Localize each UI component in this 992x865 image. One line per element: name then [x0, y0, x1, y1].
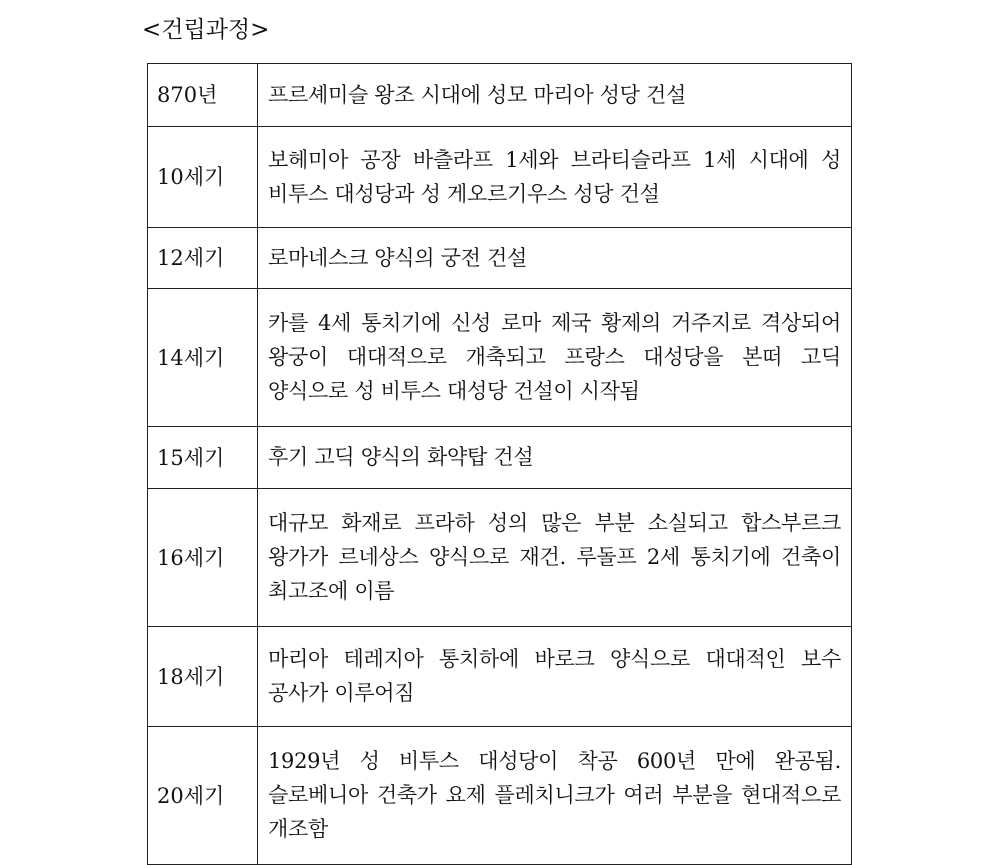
event-cell: 프르셰미슬 왕조 시대에 성모 마리아 성당 건설 — [258, 64, 852, 127]
event-cell: 카를 4세 통치기에 신성 로마 제국 황제의 거주지로 격상되어 왕궁이 대대적으로 개축되고 프랑스 대성당을 본떠 고딕 양식으로 성 비투스 대성당 건설이 시작됨 — [258, 289, 852, 427]
era-cell: 16세기 — [148, 489, 258, 627]
table-row — [148, 64, 852, 127]
document-title: <건립과정> — [142, 17, 270, 43]
era-cell: 10세기 — [148, 127, 258, 228]
event-cell: 후기 고딕 양식의 화약탑 건설 — [258, 427, 852, 489]
event-cell: 마리아 테레지아 통치하에 바로크 양식으로 대대적인 보수 공사가 이루어짐 — [258, 627, 852, 727]
era-cell: 15세기 — [148, 427, 258, 489]
era-cell: 870년 — [148, 64, 258, 127]
era-cell: 20세기 — [148, 727, 258, 865]
event-cell: 1929년 성 비투스 대성당이 착공 600년 만에 완공됨. 슬로베니아 건축가 요제 플레치니크가 여러 부분을 현대적으로 개조함 — [258, 727, 852, 865]
construction-history-table — [147, 63, 852, 865]
event-cell: 로마네스크 양식의 궁전 건설 — [258, 228, 852, 289]
table-row — [148, 228, 852, 289]
table-row — [148, 727, 852, 865]
table-row — [148, 127, 852, 228]
event-cell: 대규모 화재로 프라하 성의 많은 부분 소실되고 합스부르크 왕가가 르네상스 양식으로 재건. 루돌프 2세 통치기에 건축이 최고조에 이름 — [258, 489, 852, 627]
event-cell: 보헤미아 공장 바츨라프 1세와 브라티슬라프 1세 시대에 성 비투스 대성당과 성 게오르기우스 성당 건설 — [258, 127, 852, 228]
era-cell: 14세기 — [148, 289, 258, 427]
era-cell: 12세기 — [148, 228, 258, 289]
table-row — [148, 289, 852, 427]
table-row — [148, 489, 852, 627]
era-cell: 18세기 — [148, 627, 258, 727]
table-row — [148, 427, 852, 489]
table-row — [148, 627, 852, 727]
